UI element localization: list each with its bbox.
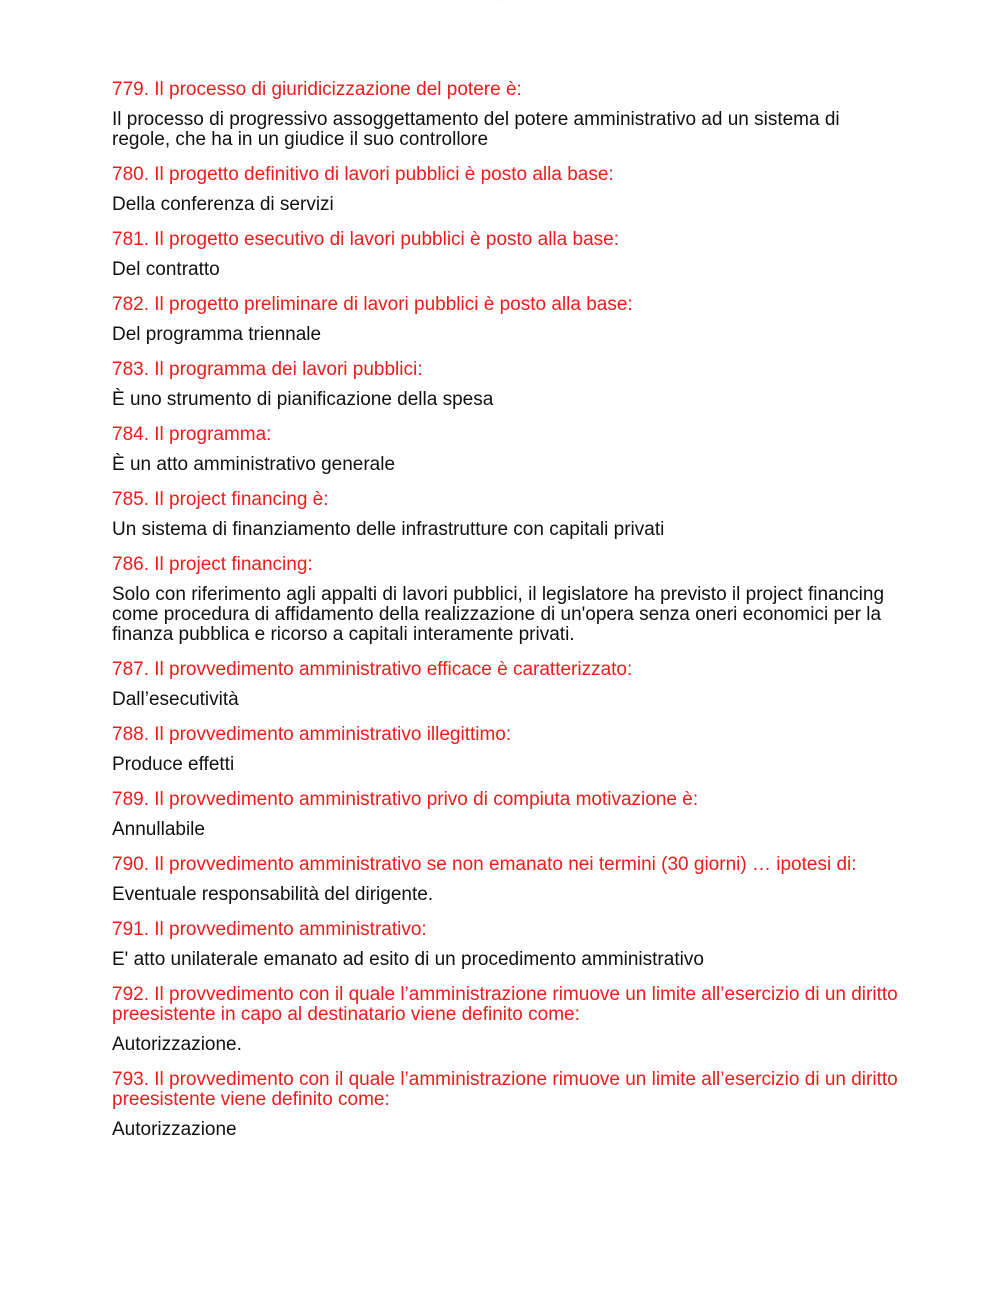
qa-entry-780 xyxy=(112,165,902,215)
answer-787: Dall’esecutività xyxy=(112,689,239,710)
answer-780: Della conferenza di servizi xyxy=(112,194,334,215)
question-781: 781. Il progetto esecutivo di lavori pubblici è posto alla base: xyxy=(112,229,619,250)
answer-779: Il processo di progressivo assoggettamento del potere amministrativo ad un sistema di regole, che ha in un giudice il suo controllore xyxy=(112,109,840,150)
qa-entry-787 xyxy=(112,660,902,710)
qa-list xyxy=(112,80,902,1155)
answer-788: Produce effetti xyxy=(112,754,235,775)
qa-entry-793 xyxy=(112,1070,902,1140)
answer-792: Autorizzazione. xyxy=(112,1034,242,1055)
answer-791: E' atto unilaterale emanato ad esito di un procedimento amministrativo xyxy=(112,949,704,970)
question-783: 783. Il programma dei lavori pubblici: xyxy=(112,359,423,380)
qa-entry-782 xyxy=(112,295,902,345)
question-787: 787. Il provvedimento amministrativo efficace è caratterizzato: xyxy=(112,659,633,680)
question-782: 782. Il progetto preliminare di lavori pubblici è posto alla base: xyxy=(112,294,633,315)
qa-entry-789 xyxy=(112,790,902,840)
qa-entry-786 xyxy=(112,555,902,645)
qa-entry-779 xyxy=(112,80,902,150)
question-791: 791. Il provvedimento amministrativo: xyxy=(112,919,427,940)
question-788: 788. Il provvedimento amministrativo illegittimo: xyxy=(112,724,512,745)
question-784: 784. Il programma: xyxy=(112,424,272,445)
page-header-mark: ····· xyxy=(497,0,503,3)
question-790: 790. Il provvedimento amministrativo se non emanato nei termini (30 giorni) … ipotesi di: xyxy=(112,854,857,875)
question-779: 779. Il processo di giuridicizzazione del potere è: xyxy=(112,79,522,100)
qa-entry-783 xyxy=(112,360,902,410)
answer-782: Del programma triennale xyxy=(112,324,322,345)
answer-781: Del contratto xyxy=(112,259,220,280)
qa-entry-792 xyxy=(112,985,902,1055)
answer-793: Autorizzazione xyxy=(112,1119,237,1140)
qa-entry-790 xyxy=(112,855,902,905)
qa-entry-788 xyxy=(112,725,902,775)
question-789: 789. Il provvedimento amministrativo privo di compiuta motivazione è: xyxy=(112,789,699,810)
question-786: 786. Il project financing: xyxy=(112,554,313,575)
qa-entry-784 xyxy=(112,425,902,475)
qa-entry-791 xyxy=(112,920,902,970)
qa-entry-785 xyxy=(112,490,902,540)
answer-785: Un sistema di finanziamento delle infrastrutture con capitali privati xyxy=(112,519,665,540)
question-785: 785. Il project financing è: xyxy=(112,489,329,510)
answer-786: Solo con riferimento agli appalti di lavori pubblici, il legislatore ha previsto il project financing come procedura di affidamento della realizzazione di un'opera senza oneri economici per la finanza pubblica e ricorso a capitali interamente privati. xyxy=(112,584,885,645)
answer-790: Eventuale responsabilità del dirigente. xyxy=(112,884,434,905)
answer-784: È un atto amministrativo generale xyxy=(112,454,396,475)
qa-entry-781 xyxy=(112,230,902,280)
answer-783: È uno strumento di pianificazione della spesa xyxy=(112,389,494,410)
question-792: 792. Il provvedimento con il quale l’amministrazione rimuove un limite all’esercizio di un diritto preesistente in capo al destinatario viene definito come: xyxy=(112,984,898,1025)
question-780: 780. Il progetto definitivo di lavori pubblici è posto alla base: xyxy=(112,164,614,185)
answer-789: Annullabile xyxy=(112,819,205,840)
question-793: 793. Il provvedimento con il quale l’amministrazione rimuove un limite all’esercizio di un diritto preesistente viene definito come: xyxy=(112,1069,898,1110)
